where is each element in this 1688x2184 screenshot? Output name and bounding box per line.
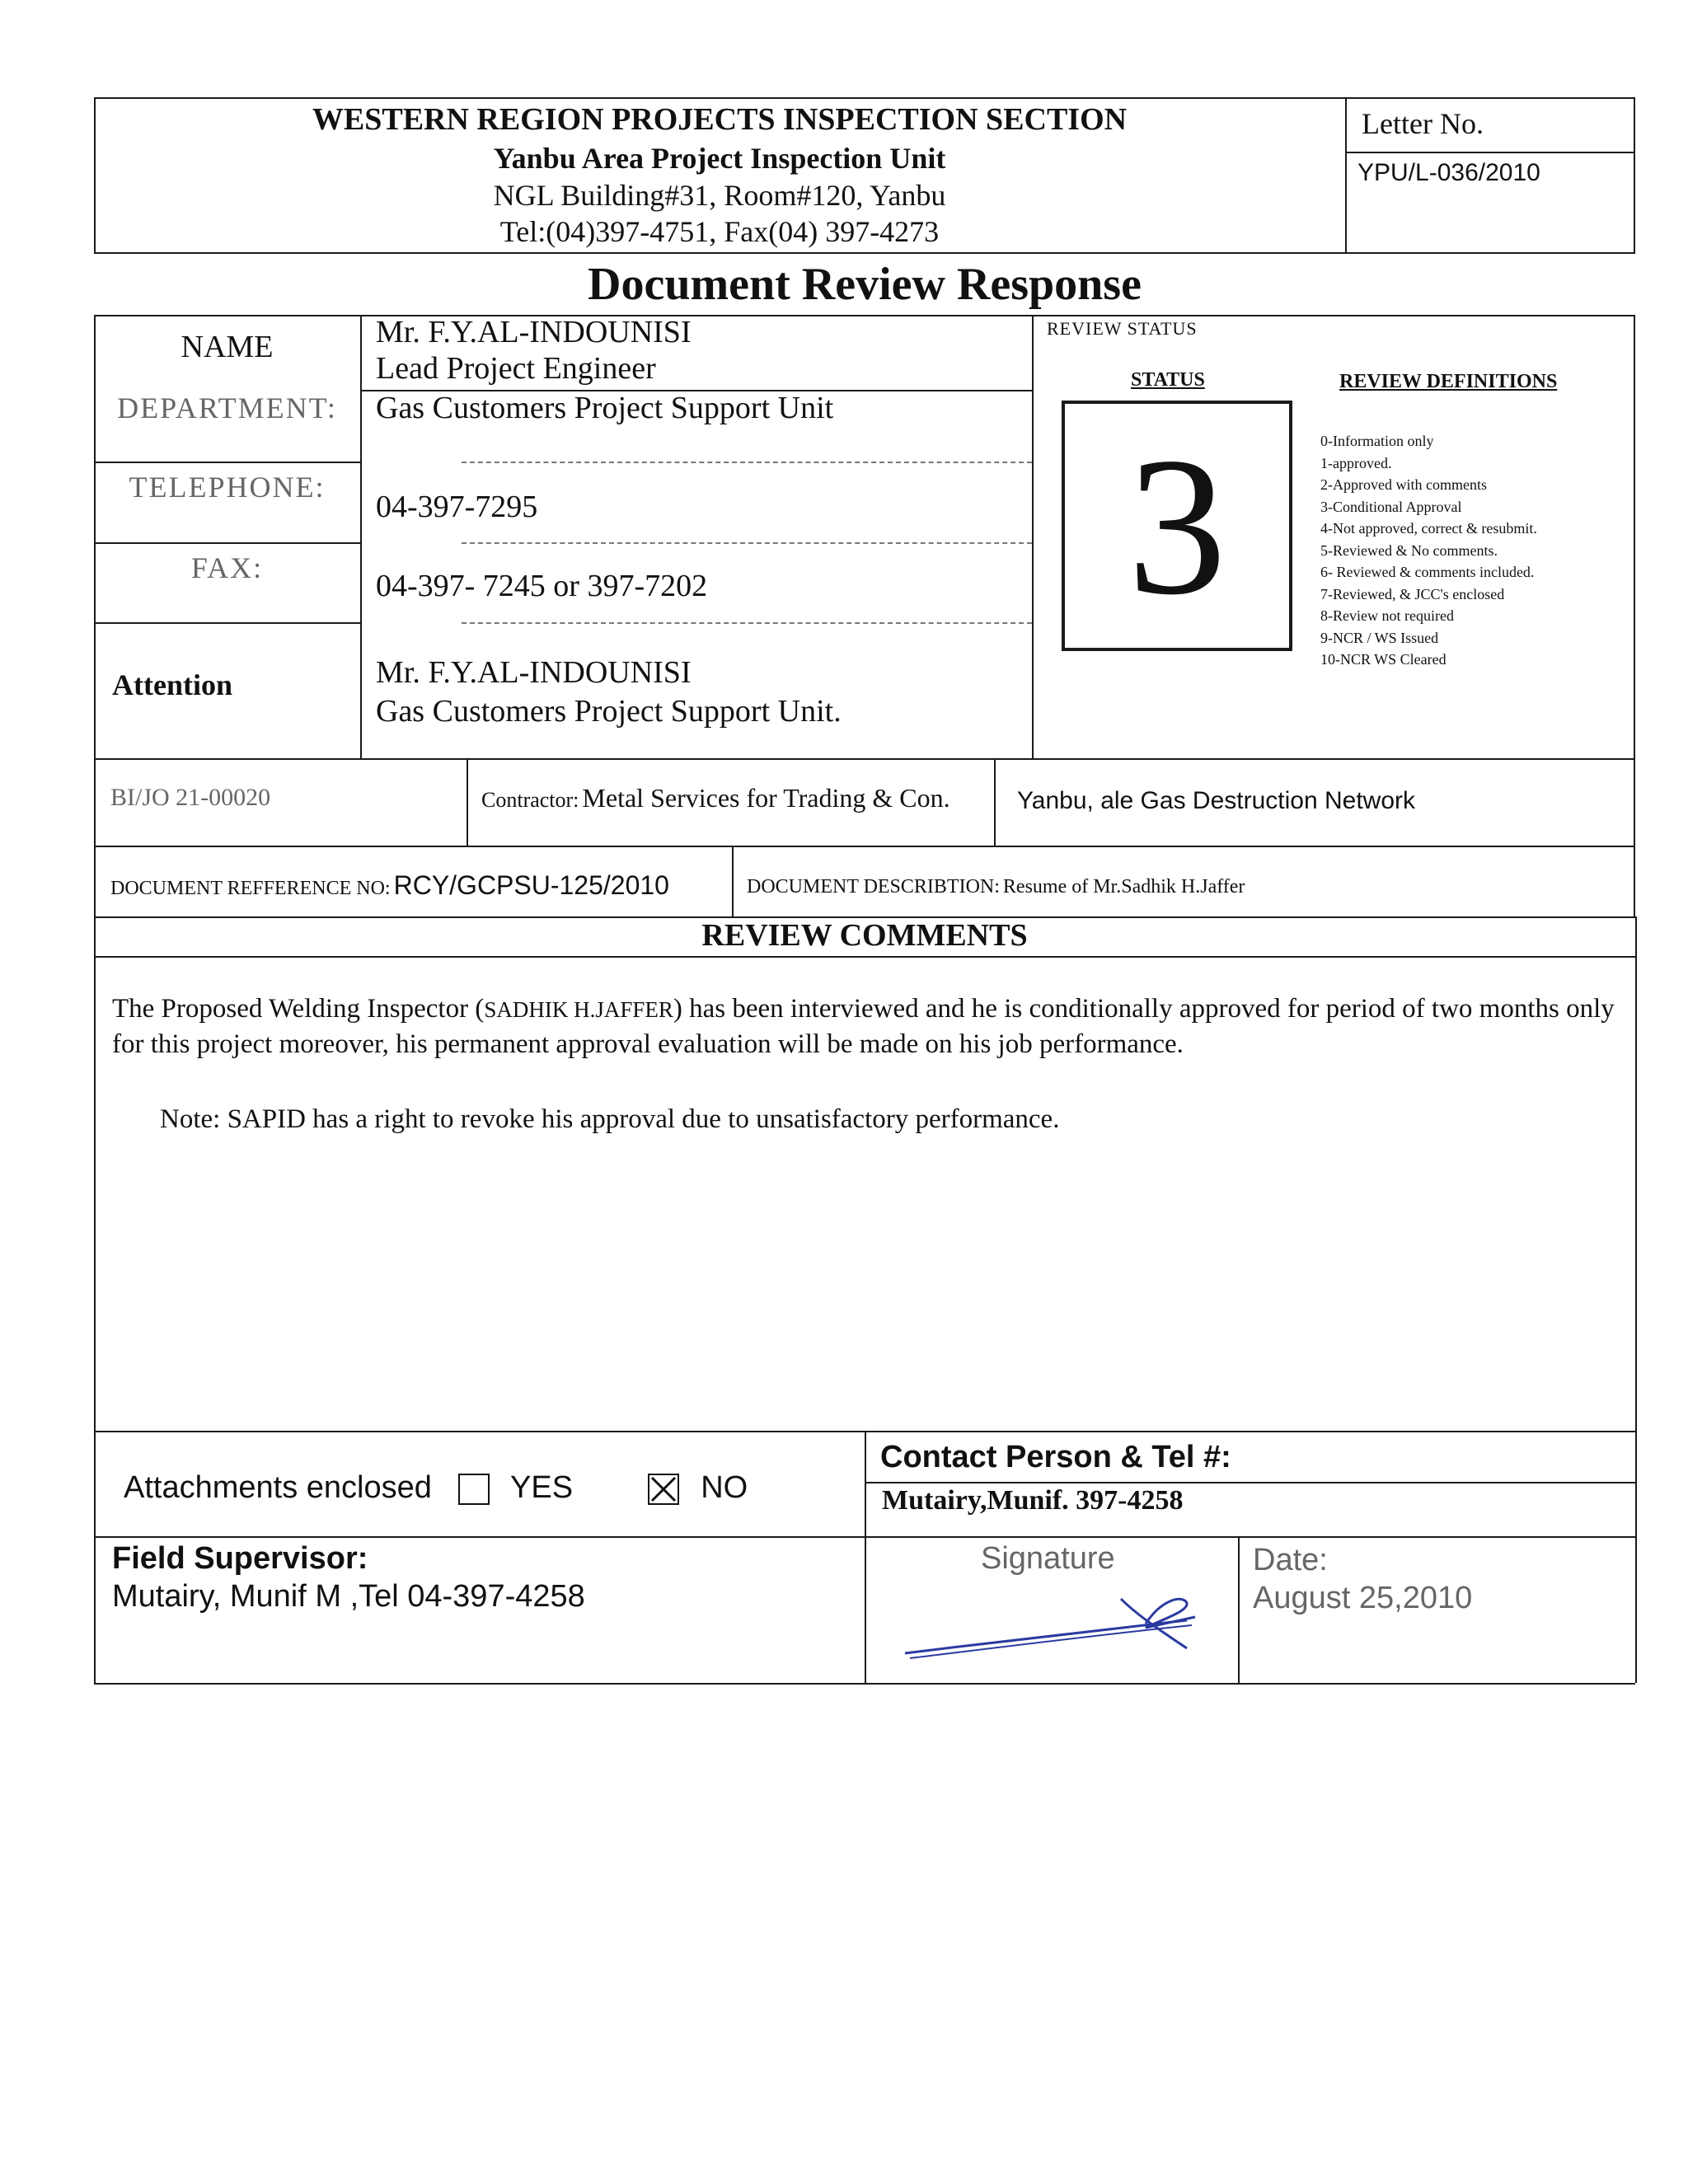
definition-item: 5-Reviewed & No comments. [1320,541,1498,559]
review-comment-paragraph: The Proposed Welding Inspector (SADHIK H.JAFFER) has been interviewed and he is conditionally approved for period of two months only for this project moreover, his permanent approval evaluation will be made on his job performance. [112,994,1615,1059]
date-label: Date: [1253,1543,1328,1577]
page-title: Document Review Response [588,259,1142,310]
fax-label: FAX: [190,551,264,584]
review-comments-heading: REVIEW COMMENTS [701,918,1028,953]
contractor-value: Metal Services for Trading & Con. [582,783,950,813]
review-definitions-list [1320,430,1537,671]
definition-item: 10-NCR WS Cleared [1320,651,1447,668]
name-label: NAME [181,330,274,364]
department-value: Gas Customers Project Support Unit [376,391,834,425]
bi-number: BI/JO 21-00020 [110,784,271,811]
document-description-label: DOCUMENT DESCRIBTION: [747,876,1000,898]
definition-item: 4-Not approved, correct & resubmit. [1320,520,1537,537]
letter-number: YPU/L-036/2010 [1357,159,1540,186]
section-title: WESTERN REGION PROJECTS INSPECTION SECTION [312,102,1128,137]
review-definitions-heading: REVIEW DEFINITIONS [1339,371,1558,392]
status-value: 3 [1128,416,1226,635]
project-location: Yanbu, ale Gas Destruction Network [1017,787,1416,814]
no-checkbox[interactable] [648,1474,679,1505]
fax-value: 04-397- 7245 or 397-7202 [376,569,708,603]
document-description [747,870,1245,906]
yes-label: YES [510,1470,574,1505]
attention-name: Mr. F.Y.AL-INDOUNISI [376,655,692,690]
attention-label: Attention [112,668,232,701]
tel-fax: Tel:(04)397-4751, Fax(04) 397-4273 [499,215,940,248]
contractor-label: Contractor: [481,788,579,812]
document-reference [110,869,669,907]
review-note: Note: SAPID has a right to revoke his approval due to unsatisfactory performance. [160,1104,1060,1134]
definition-item: 0-Information only [1320,433,1434,449]
letter-label: Letter No. [1362,107,1484,140]
definition-item: 8-Review not required [1320,607,1454,624]
address: NGL Building#31, Room#120, Yanbu [493,179,946,212]
signature-image [898,1582,1228,1665]
date-value: August 25,2010 [1253,1581,1473,1615]
inspector-name: SADHIK H.JAFFER [484,997,673,1022]
signature-label: Signature [981,1541,1115,1576]
yes-checkbox[interactable] [458,1474,490,1505]
telephone-value: 04-397-7295 [376,490,538,524]
contact-person-label: Contact Person & Tel #: [880,1440,1231,1474]
document-description-value: Resume of Mr.Sadhik H.Jaffer [1002,876,1245,898]
name-role: Lead Project Engineer [376,351,656,386]
name-value: Mr. F.Y.AL-INDOUNISI [376,315,692,349]
contact-person-value: Mutairy,Munif. 397-4258 [882,1485,1184,1516]
status-heading: STATUS [1131,369,1205,391]
definition-item: 2-Approved with comments [1320,476,1487,493]
review-status-label: REVIEW STATUS [1047,318,1198,339]
document-reference-value: RCY/GCPSU-125/2010 [393,870,669,900]
checkbox-x-icon [649,1475,678,1503]
definition-item: 1-approved. [1320,454,1392,471]
attachments-row [124,1469,748,1507]
department-label: DEPARTMENT: [117,391,337,424]
definition-item: 7-Reviewed, & JCC's enclosed [1320,585,1505,602]
no-label: NO [701,1470,748,1505]
field-supervisor-value: Mutairy, Munif M ,Tel 04-397-4258 [112,1579,585,1614]
status-value-box [1062,401,1292,651]
document-reference-label: DOCUMENT REFFERENCE NO: [110,878,391,899]
definition-item: 6- Reviewed & comments included. [1320,564,1535,580]
attachments-label: Attachments enclosed [124,1470,432,1505]
telephone-label: TELEPHONE: [129,471,326,504]
field-supervisor-label: Field Supervisor: [112,1541,368,1576]
definition-item: 3-Conditional Approval [1320,498,1462,515]
attention-unit: Gas Customers Project Support Unit. [376,694,842,729]
contractor [481,781,950,820]
unit-name: Yanbu Area Project Inspection Unit [493,142,946,175]
definition-item: 9-NCR / WS Issued [1320,629,1439,646]
